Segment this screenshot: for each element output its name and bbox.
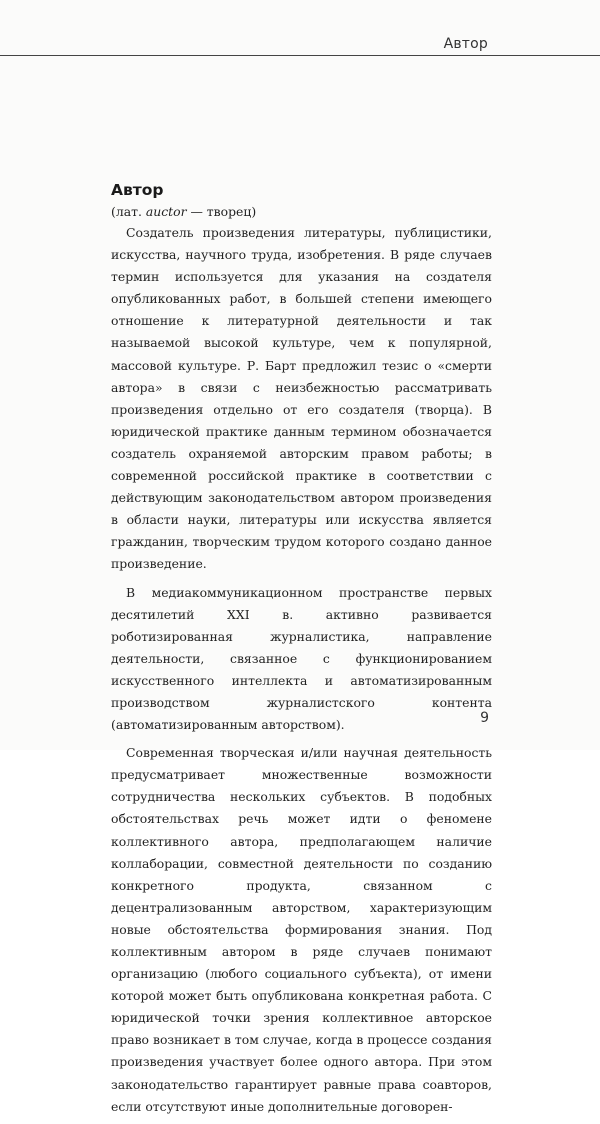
etym-suffix: — творец) bbox=[190, 204, 257, 219]
entry-etymology bbox=[111, 202, 492, 222]
entry-paragraph-1: Создатель произведения литературы, публицистики, искусства, научного труда, изобретения. В ряде случаев термин используется для указания на создателя опубликованных работ, в большей степени имеющего отношение к литературной деятельности и так называемой высокой культуре, чем к популярной, массовой культуре. Р. Барт предложил тезис о «смерти автора» в связи с неизбежностью рассматривать произведения отдельно от его создателя (творца). В юридической практике данным термином обозначается создатель охраняемой авторским правом работы; в современной российской практике в соответствии с действующим законодательством автором произведения в области науки, литературы или искусства является гражданин, творческим трудом которого создано данное произведение. bbox=[111, 225, 492, 572]
page-number: 9 bbox=[480, 710, 489, 726]
etym-prefix: (лат. bbox=[111, 204, 142, 219]
etym-latin-word: auctor bbox=[145, 204, 187, 219]
entry-paragraph-2: В медиакоммуникационном пространстве первых десятилетий XXI в. активно развивается роботизированная журналистика, направление деятельности, связанное с функционированием искусственного интеллекта и автоматизированным производством журналистского контента (автоматизированным авторством). bbox=[111, 584, 492, 733]
entry-paragraph-3: Современная творческая и/или научная деятельность предусматривает множественные возможности сотрудничества нескольких субъектов. В подобных обстоятельствах речь может идти о феномене коллективного автора, предполагающем наличие коллаборации, совместной деятельности по созданию конкретного продукта, связанном с децентрализованным авторством, характеризующим новые обстоятельства формирования знания. Под коллективным автором в ряде случаев понимают организацию (любого социального субъекта), от имени которой может быть опубликована конкретная работа. С юридической точки зрения коллективное авторское право возникает в том случае, когда в процессе создания произведения участвует более одного автора. При этом законодательство гарантирует равные права соавторов, если отсутствуют иные дополнительные договорен- bbox=[111, 745, 492, 1114]
entry-title: Автор bbox=[111, 181, 164, 199]
running-header-title: Автор bbox=[443, 36, 488, 52]
dictionary-entry bbox=[111, 180, 492, 1124]
running-header bbox=[0, 0, 600, 56]
